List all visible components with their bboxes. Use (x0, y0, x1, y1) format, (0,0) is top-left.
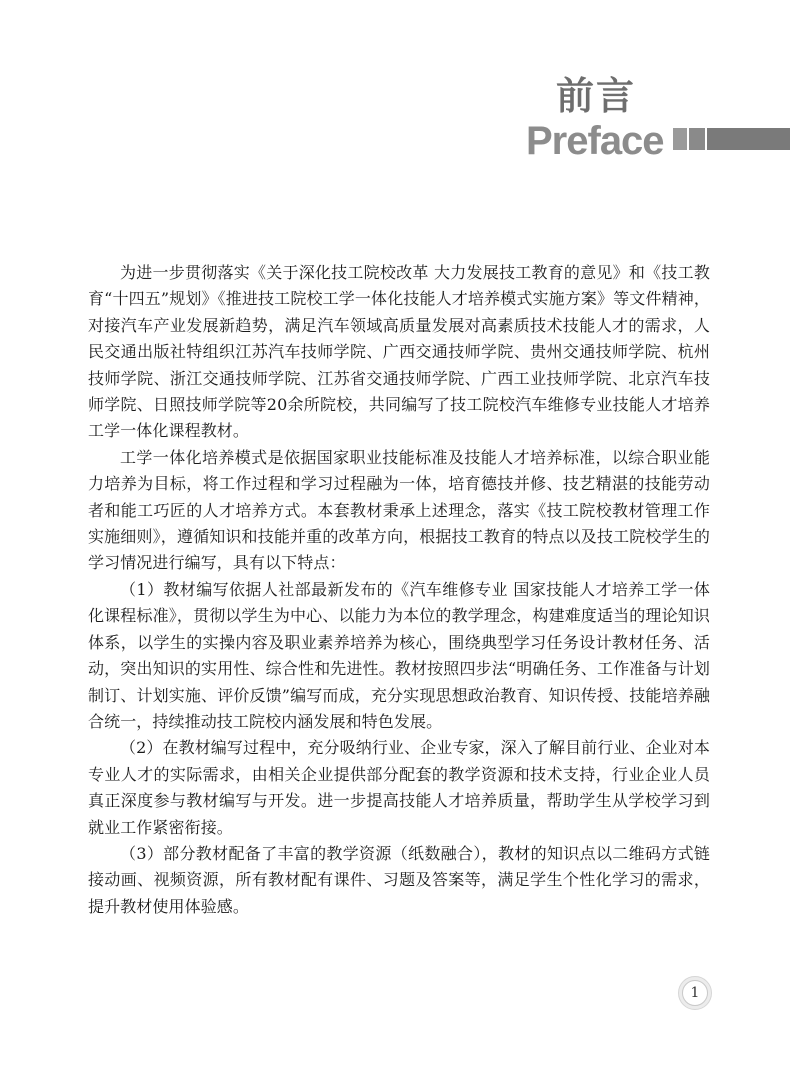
preface-body (88, 260, 710, 920)
paragraph: （1）教材编写依据人社部最新发布的《汽车维修专业 国家技能人才培养工学一体化课程标准》，贯彻以学生为中心、以能力为本位的教学理念，构建难度适当的理论知识体系，以学生的实操内容及职业素养培养为核心，围绕典型学习任务设计教材任务、活动，突出知识的实用性、综合性和先进性。教材按照四步法“明确任务、工作准备与计划制订、计划实施、评价反馈”编写而成，充分实现思想政治教育、知识传授、技能培养融合统一，持续推动技工院校内涵发展和特色发展。 (88, 579, 710, 731)
page-title-english: Preface (526, 119, 664, 163)
decorative-bar-segment (673, 128, 687, 150)
paragraph: （2）在教材编写过程中，充分吸纳行业、企业专家，深入了解目前行业、企业对本专业人才的实际需求，由相关企业提供部分配套的教学资源和技术支持，行业企业人员真正深度参与教材编写与开发。进一步提高技能人才培养质量，帮助学生从学校学习到就业工作紧密衔接。 (88, 738, 710, 837)
paragraph: （3）部分教材配备了丰富的教学资源（纸数融合），教材的知识点以二维码方式链接动画、视频资源，所有教材配有课件、习题及答案等，满足学生个性化学习的需求，提升教材使用体验感。 (88, 843, 710, 916)
decorative-bar-segment (689, 128, 705, 150)
page-title-chinese: 前言 (556, 74, 637, 118)
page-number-badge (678, 976, 712, 1010)
decorative-bar-segment (707, 128, 790, 150)
page-number: 1 (682, 980, 708, 1006)
paragraph: 工学一体化培养模式是依据国家职业技能标准及技能人才培养标准，以综合职业能力培养为目标，将工作过程和学习过程融为一体，培育德技并修、技艺精湛的技能劳动者和能工巧匠的人才培养方式。本套教材秉承上述理念，落实《技工院校教材管理工作实施细则》，遵循知识和技能并重的改革方向，根据技工教育的特点以及技工院校学生的学习情况进行编写，具有以下特点： (88, 447, 710, 573)
paragraph: 为进一步贯彻落实《关于深化技工院校改革 大力发展技工教育的意见》和《技工教育“十四五”规划》《推进技工院校工学一体化技能人才培养模式实施方案》等文件精神，对接汽车产业发展新趋势，满足汽车领域高质量发展对高素质技术技能人才的需求，人民交通出版社特组织江苏汽车技师学院、广西交通技师学院、贵州交通技师学院、杭州技师学院、浙江交通技师学院、江苏省交通技师学院、广西工业技师学院、北京汽车技师学院、日照技师学院等20余所院校，共同编写了技工院校汽车维修专业技能人才培养工学一体化课程教材。 (88, 263, 710, 441)
